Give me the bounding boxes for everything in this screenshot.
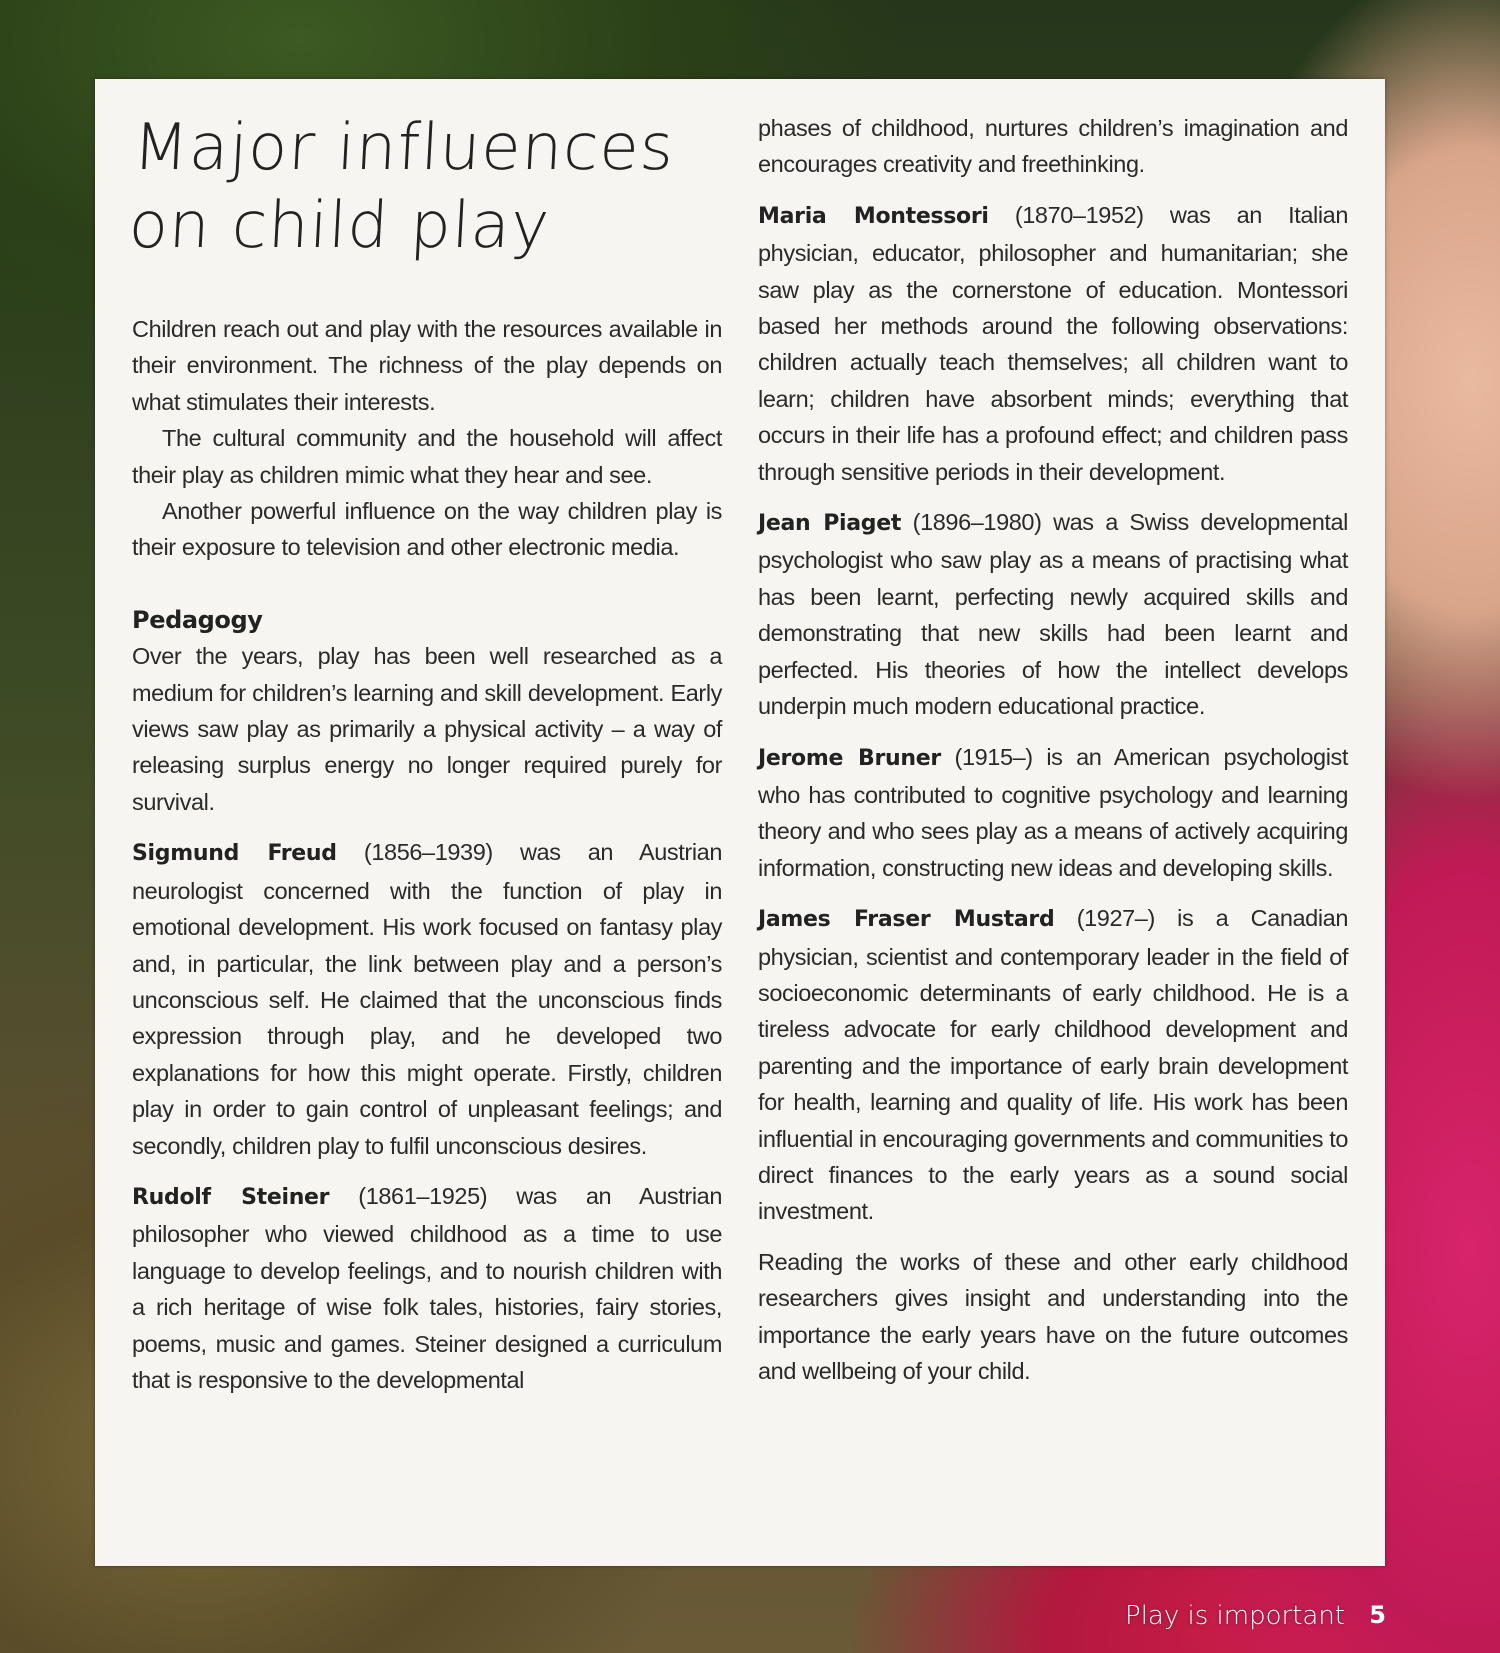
right-column <box>758 110 1348 1389</box>
bio-steiner-continued: phases of childhood, nurtures children’s imagination and encourages creativity and freethinking. <box>758 115 1348 178</box>
intro-paragraph: The cultural community and the household will affect their play as children mimic what they hear and see. <box>132 425 722 488</box>
person-name: Maria Montessori <box>758 203 989 229</box>
person-name: Sigmund Freud <box>132 841 337 867</box>
bio-steiner <box>132 1178 722 1398</box>
person-name: Rudolf Steiner <box>132 1184 330 1210</box>
page-number: 5 <box>1369 1601 1386 1629</box>
bio-text: (1870–1952) was an Italian physician, educator, philosopher and humanitarian; she saw play as the cornerstone of education. Montessori based her methods around the following observations: children actually teach themselves; all children want to learn; children have absorbent minds; everything that occurs in their life has a profound effect; and children pass through sensitive periods in their development. <box>758 201 1349 485</box>
page-title <box>127 109 676 265</box>
bio-freud <box>132 834 722 1164</box>
bio-bruner <box>758 739 1348 887</box>
footer-section-title: Play is important <box>1125 1601 1345 1631</box>
bio-text: (1927–) is a Canadian physician, scientist and contemporary leader in the field of socioeconomic determinants of early childhood. He is a tireless advocate for early childhood development and parenting and the importance of early brain development for health, learning and quality of life. His work has been influential in encouraging governments and communities to direct finances to the early years as a sound social investment. <box>758 905 1348 1225</box>
person-name: Jean Piaget <box>758 511 902 537</box>
title-line: on child play <box>127 189 552 263</box>
left-column <box>132 311 722 1398</box>
bio-mustard <box>758 900 1348 1230</box>
bio-text: (1896–1980) was a Swiss developmental psychologist who saw play as a means of practising what has been learnt, perfecting newly acquired skills and demonstrating that new skills had been learnt and perfected. His theories of how the intellect develops underpin much modern educational practice. <box>758 509 1348 720</box>
intro-paragraph: Another powerful influence on the way children play is their exposure to television and other electronic media. <box>132 498 722 561</box>
pedagogy-paragraph: Over the years, play has been well researched as a medium for children’s learning and skill development. Early views saw play as primarily a physical activity – a way of releasing surplus energy no longer required purely for survival. <box>132 643 722 815</box>
closing-paragraph: Reading the works of these and other early childhood researchers gives insight and understanding into the importance the early years have on the future outcomes and wellbeing of your child. <box>758 1248 1348 1384</box>
bio-piaget <box>758 504 1348 724</box>
section-heading: Pedagogy <box>132 605 263 634</box>
title-line: Major influences <box>131 111 677 185</box>
intro-paragraph: Children reach out and play with the resources available in their environment. The richness of the play depends on what stimulates their interests. <box>132 316 722 415</box>
bio-text: (1861–1925) was an Austrian philosopher who viewed childhood as a time to use language to develop feelings, and to nourish children with a rich heritage of wise folk tales, histories, fairy stories, poems, music and games. Steiner designed a curriculum that is responsive to the developmental <box>132 1182 722 1393</box>
person-name: James Fraser Mustard <box>758 907 1055 933</box>
bio-text: (1915–) is an American psychologist who has contributed to cognitive psychology and learning theory and who sees play as a means of actively acquiring information, constructing new ideas and developing skills. <box>758 743 1348 881</box>
content-panel <box>95 79 1385 1566</box>
bio-text: (1856–1939) was an Austrian neurologist concerned with the function of play in emotional development. His work focused on fantasy play and, in particular, the link between play and a person’s unconscious self. He claimed that the unconscious finds expression through play, and he developed two explanations for how this might operate. Firstly, children play in order to gain control of unpleasant feelings; and secondly, children play to fulfil unconscious desires. <box>132 839 722 1159</box>
bio-montessori <box>758 197 1348 490</box>
person-name: Jerome Bruner <box>758 745 941 771</box>
